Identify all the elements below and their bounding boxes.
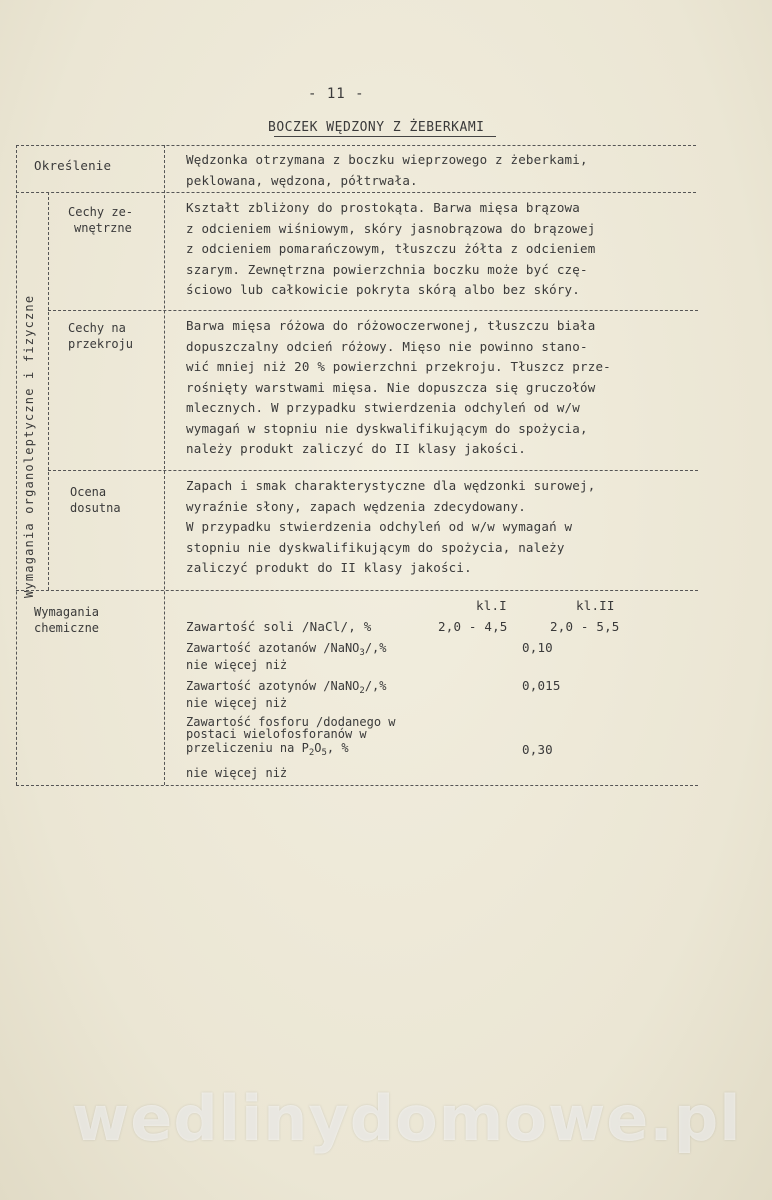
- definition-line: Wędzonka otrzymana z boczku wieprzowego z żeberkami,: [186, 152, 588, 167]
- label-line: Ocena: [70, 485, 107, 499]
- nitrate-value: 0,10: [522, 640, 553, 655]
- phosphorus-qualifier: nie więcej niż: [186, 766, 288, 780]
- label-line: Cechy ze-: [68, 205, 134, 219]
- label-line: chemiczne: [34, 621, 100, 635]
- cross-section-label: [68, 320, 133, 352]
- text-line: stopniu nie dyskwalifikującym do spożycia, należy: [186, 539, 565, 555]
- document-title: BOCZEK WĘDZONY Z ŻEBERKAMI: [268, 120, 485, 135]
- text-line: Kształt zbliżony do prostokąta. Barwa mięsa brązowa: [186, 200, 581, 215]
- phosphorus-subscript-2: 5: [321, 748, 327, 758]
- phosphorus-formula-prefix: przeliczeniu na P: [186, 741, 309, 755]
- salt-content-label: Zawartość soli /NaCl/, %: [186, 619, 372, 634]
- text-line: W przypadku stwierdzenia odchyleń od w/w wymagań w: [186, 519, 573, 534]
- salt-class-2-value: 2,0 - 5,5: [550, 619, 620, 634]
- text-line: wić mniej niż 20 % powierzchni przekroju. Tłuszcz prze-: [186, 359, 611, 374]
- text-line: zaliczyć produkt do II klasy jakości.: [186, 560, 472, 575]
- rule-after-definition: [16, 192, 696, 193]
- nitrite-unit: /,%: [364, 679, 387, 693]
- text-line: z odcieniem pomarańczowym, tłuszczu żółta z odcieniem: [186, 241, 596, 256]
- definition-line: peklowana, wędzona, półtrwała.: [186, 172, 418, 188]
- rule-after-cross-section: [48, 470, 698, 471]
- text-line: mlecznych. W przypadku stwierdzenia odchyleń od w/w: [186, 400, 581, 415]
- table-top-rule: [16, 145, 696, 146]
- table-bottom-rule: [16, 785, 698, 786]
- watermark: wedlinydomowe.pl: [72, 1082, 742, 1155]
- table-left-border: [16, 145, 17, 785]
- text-line: ściowo lub całkowicie pokryta skórą albo bez skóry.: [186, 282, 581, 297]
- label-line: dosutna: [70, 501, 121, 515]
- phosphorus-subscript-1: 2: [308, 748, 315, 758]
- nitrite-subscript: 2: [359, 686, 365, 696]
- nitrate-unit: /,%: [364, 641, 387, 655]
- phosphorus-line: Zawartość fosforu /dodanego w: [186, 715, 396, 729]
- label-column-divider: [164, 145, 165, 785]
- text-line: należy produkt zaliczyć do II klasy jakości.: [186, 441, 526, 456]
- title-underline: [274, 136, 496, 137]
- taste-assessment-text: [186, 476, 595, 579]
- phosphorus-line: postaci wielofosforanów w: [186, 727, 367, 741]
- rule-after-external: [48, 310, 698, 311]
- text-line: szarym. Zewnętrzna powierzchnia boczku może być czę-: [186, 261, 588, 277]
- phosphorus-content-label: [186, 716, 396, 779]
- class-header-1: kl.I: [476, 598, 507, 613]
- class-header-2: kl.II: [576, 598, 615, 613]
- rule-after-organoleptic: [16, 590, 698, 591]
- nitrite-name: Zawartość azotynów /NaNO: [186, 679, 360, 693]
- page-number: - 11 -: [308, 86, 365, 102]
- label-line: Wymagania: [34, 605, 100, 619]
- definition-text: [186, 150, 588, 191]
- nitrate-content-label: [186, 642, 387, 671]
- nitrite-value: 0,015: [522, 678, 561, 693]
- label-line: przekroju: [68, 337, 134, 351]
- phosphorus-unit: , %: [326, 741, 349, 755]
- phosphorus-formula-oxygen: O: [314, 741, 322, 755]
- taste-assessment-label: [70, 484, 121, 516]
- phosphorus-value: 0,30: [522, 742, 553, 757]
- external-features-label: [68, 204, 133, 236]
- text-line: wyraźnie słony, zapach wędzenia zdecydowany.: [186, 498, 526, 514]
- label-line: wnętrzne: [74, 221, 132, 235]
- text-line: wymagań w stopniu nie dyskwalifikującym do spożycia,: [186, 420, 588, 436]
- nitrite-content-label: [186, 680, 387, 709]
- text-line: dopuszczalny odcień różowy. Mięso nie powinno stano-: [186, 338, 588, 354]
- chemical-requirements-label: [34, 604, 99, 636]
- nitrite-qualifier: nie więcej niż: [186, 696, 288, 710]
- external-features-text: [186, 198, 595, 301]
- text-line: rośnięty warstwami mięsa. Nie dopuszcza się gruczołów: [186, 379, 596, 395]
- cross-section-text: [186, 316, 611, 460]
- salt-class-1-value: 2,0 - 4,5: [438, 619, 508, 634]
- nitrate-name: Zawartość azotanów /NaNO: [186, 641, 360, 655]
- nitrate-subscript: 3: [359, 648, 365, 658]
- organoleptic-vertical-label: Wymagania organoleptyczne i fizyczne: [22, 294, 36, 598]
- organoleptic-divider: [48, 192, 49, 590]
- label-line: Cechy na: [68, 321, 126, 335]
- definition-label: Określenie: [34, 158, 112, 173]
- text-line: Barwa mięsa różowa do różowoczerwonej, tłuszczu biała: [186, 318, 596, 333]
- text-line: z odcieniem wiśniowym, skóry jasnobrązowa do brązowej: [186, 220, 596, 236]
- text-line: Zapach i smak charakterystyczne dla wędzonki surowej,: [186, 478, 596, 493]
- nitrate-qualifier: nie więcej niż: [186, 658, 288, 672]
